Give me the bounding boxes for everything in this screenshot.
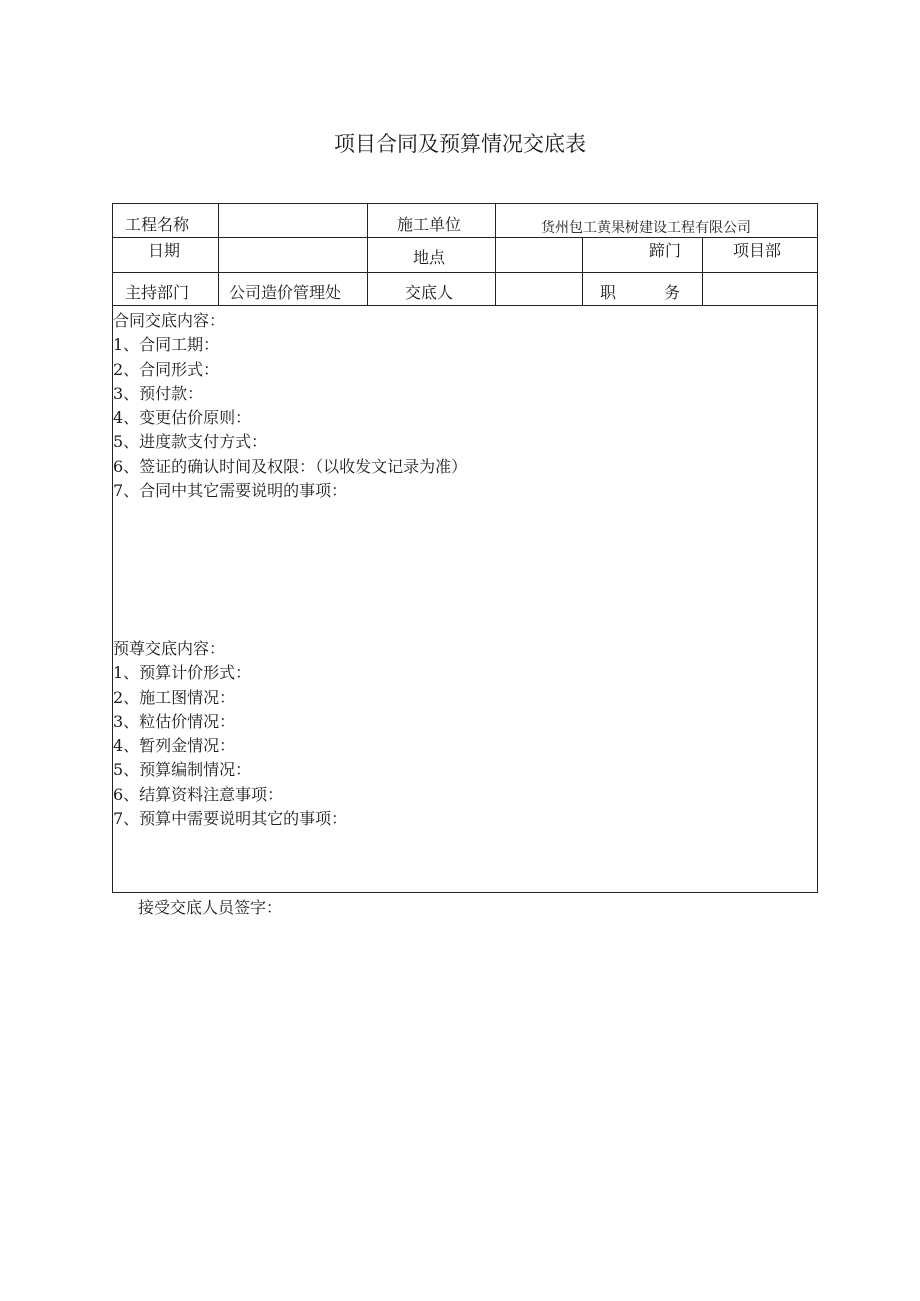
col-divider-5 — [702, 237, 703, 305]
construction-unit-label: 施工单位 — [397, 215, 462, 234]
col-divider-1 — [218, 204, 219, 305]
row-divider-3 — [113, 305, 817, 306]
date-label: 日期 — [148, 241, 181, 260]
budget-item: 5、预算编制情况： — [113, 760, 252, 780]
contract-item: 2、合同形式： — [113, 359, 220, 379]
position-label-char-1: 职 — [600, 283, 617, 302]
signature-label: 接受交底人员签字： — [138, 898, 283, 917]
contract-item: 1、合同工期： — [113, 335, 220, 355]
project-name-label: 工程名称 — [125, 215, 190, 234]
contract-section — [113, 309, 467, 503]
col-divider-4 — [582, 237, 583, 305]
budget-item: 4、暂列金情况： — [113, 736, 236, 756]
contract-item: 3、预付款： — [113, 383, 204, 403]
col-divider-2 — [367, 204, 368, 305]
contract-heading: 合同交底内容： — [113, 311, 226, 330]
contract-item: 5、进度款支付方式： — [113, 432, 268, 452]
briefer-label: 交底人 — [405, 283, 454, 302]
construction-unit-value[interactable]: 货州包工黄果树建设工程有限公司 — [541, 220, 751, 236]
host-department-value[interactable]: 公司造价管理处 — [229, 283, 342, 302]
budget-item: 2、施工图情况： — [113, 687, 236, 707]
contract-item: 6、签证的确认时间及权限：（以收发文记录为准） — [113, 456, 468, 476]
position-label-char-2: 务 — [664, 283, 681, 302]
department-label: 蹄门 — [649, 241, 682, 260]
handover-form — [112, 203, 818, 893]
department-value[interactable]: 项目部 — [733, 241, 782, 260]
location-label: 地点 — [413, 248, 446, 267]
budget-item: 6、结算资料注意事项： — [113, 784, 284, 804]
budget-heading: 预尊交底内容： — [113, 639, 226, 658]
host-department-label: 主持部门 — [125, 283, 190, 302]
col-divider-3 — [495, 204, 496, 305]
budget-item: 3、粒估价情况： — [113, 711, 236, 731]
contract-item: 4、变更估价原则： — [113, 408, 252, 428]
budget-section — [113, 637, 347, 831]
budget-item: 1、预算计价形式： — [113, 663, 252, 683]
budget-item: 7、预算中需要说明其它的事项： — [113, 809, 348, 829]
contract-item: 7、合同中其它需要说明的事项： — [113, 481, 348, 501]
page-title: 项目合同及预算情况交底表 — [334, 132, 586, 156]
